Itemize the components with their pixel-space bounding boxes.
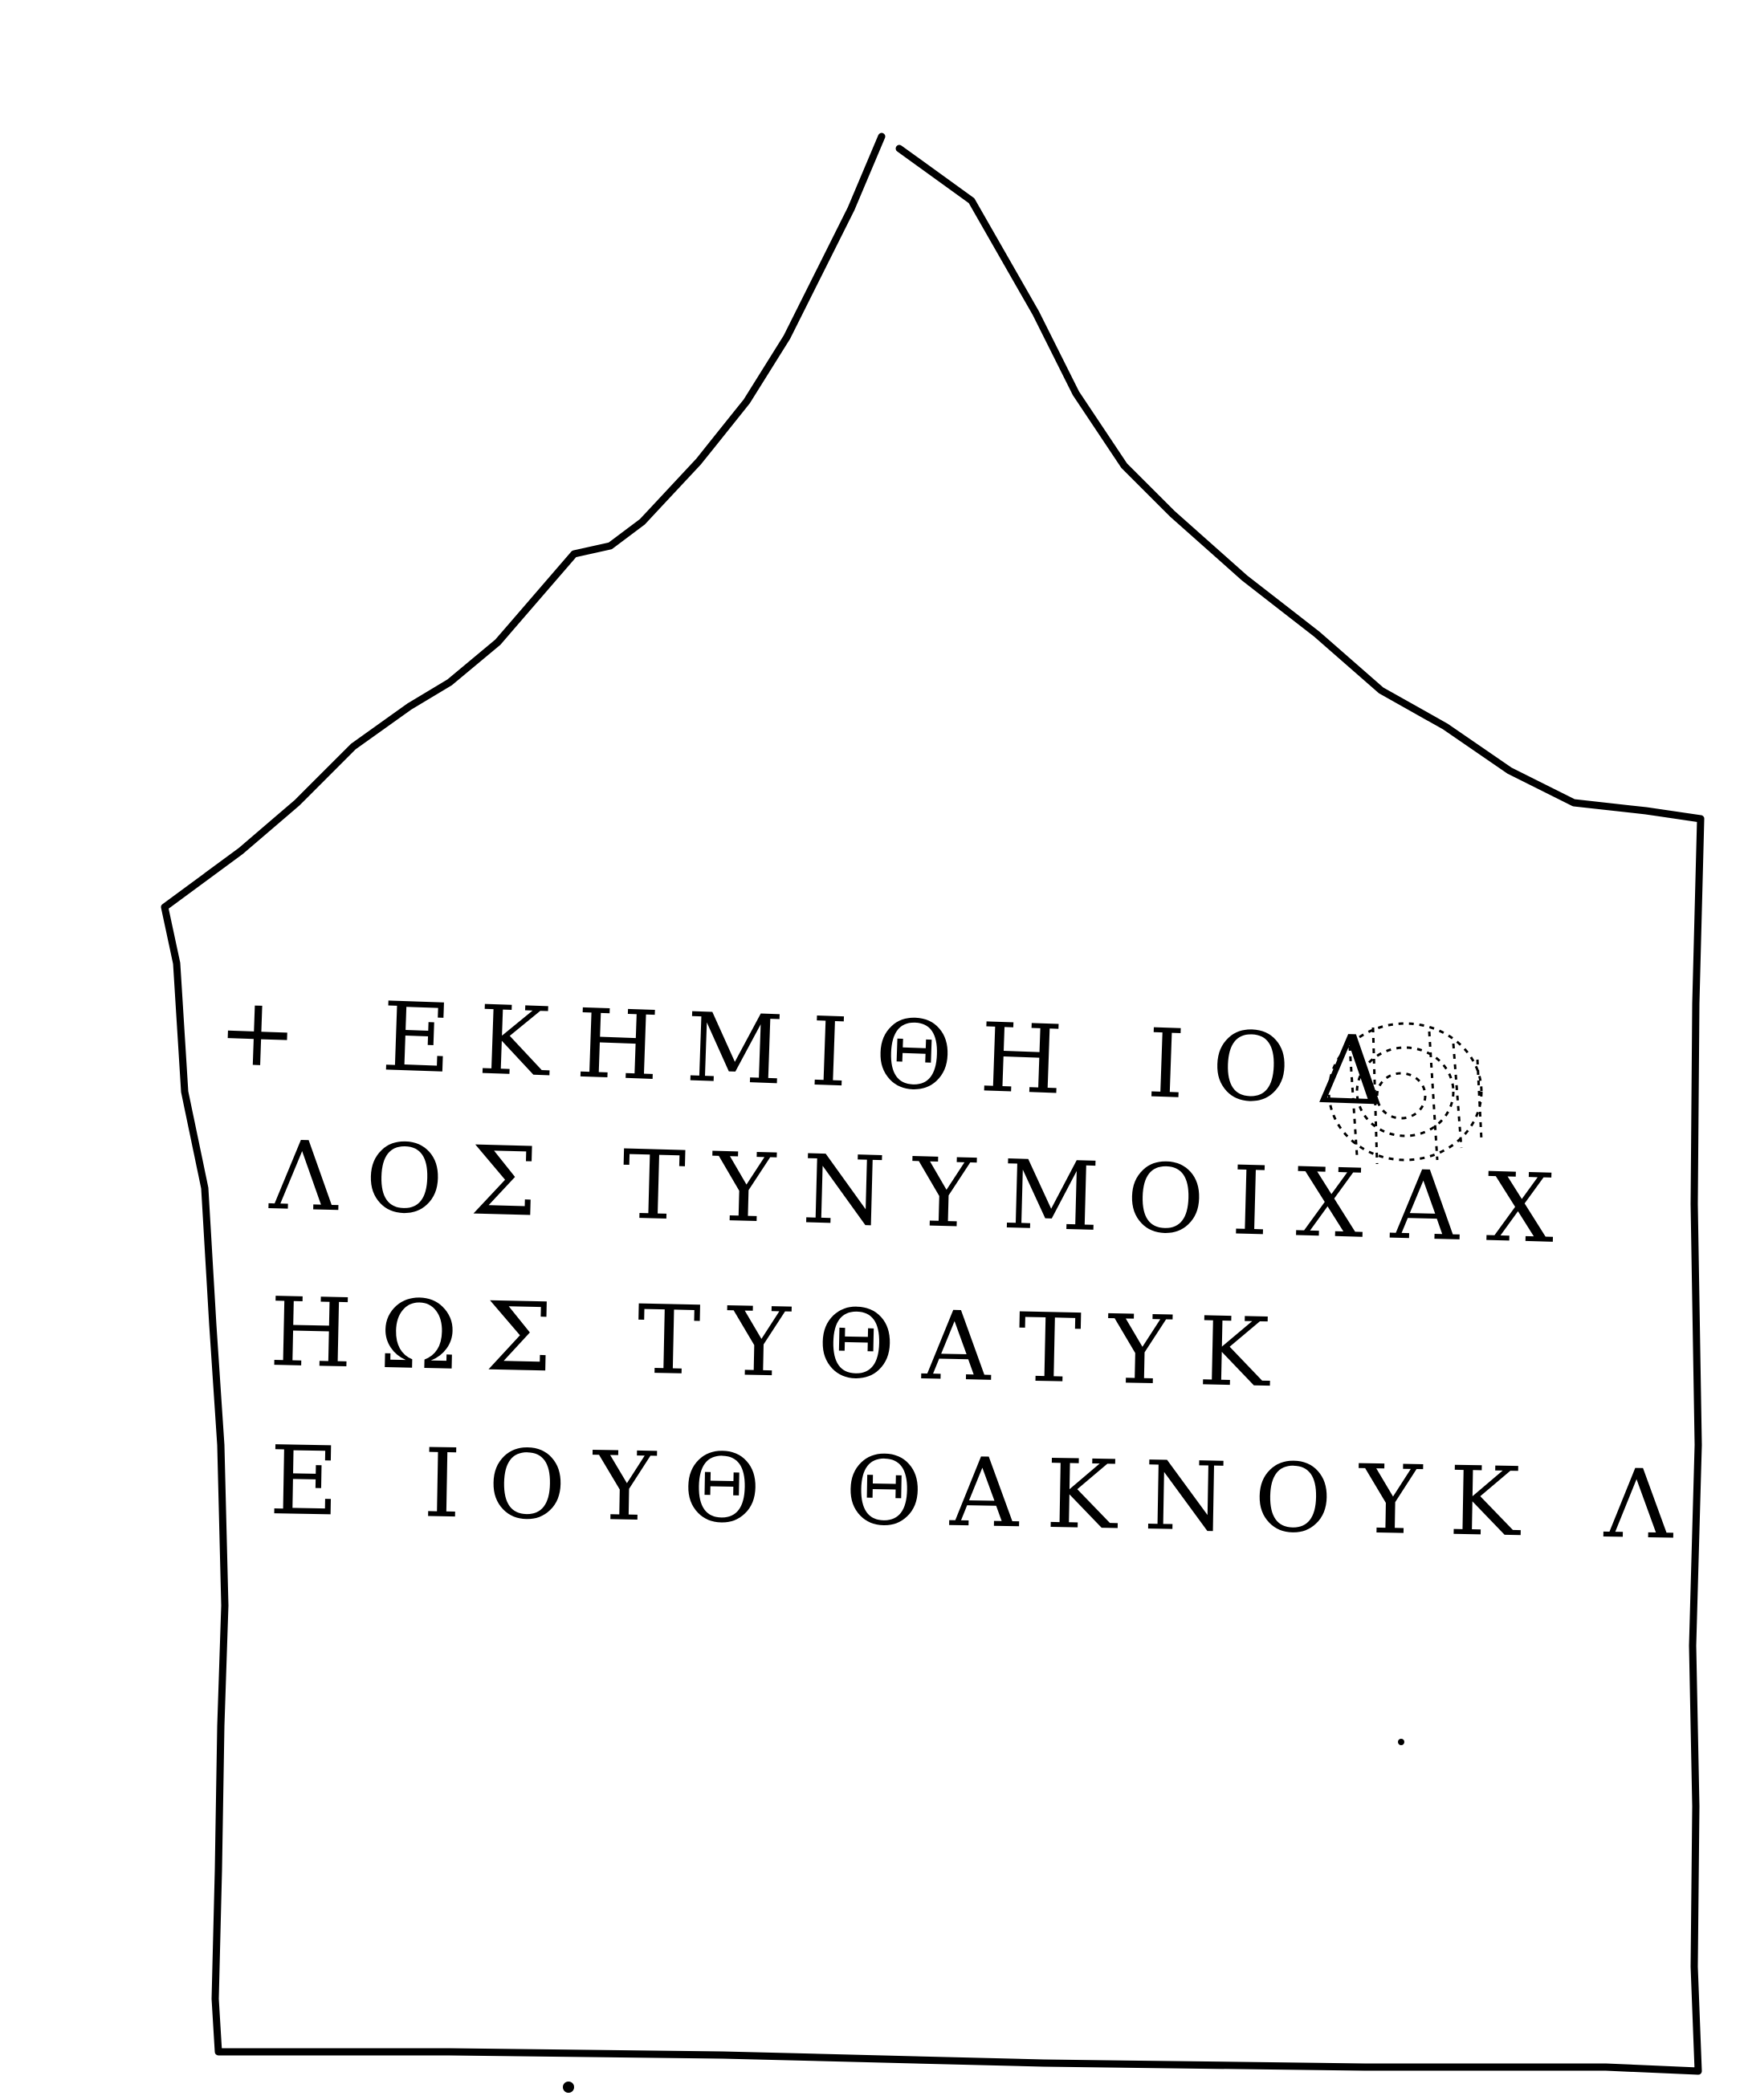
inscription-line-1: + ΕΚΗΜΙΘΗ ΙΟΔ (216, 975, 1415, 1128)
inscription-line-2: ΛΟΣ ΤΥΝΥΜΟΙΧΑΧ (268, 1120, 1583, 1265)
stele-outline-right-top (899, 149, 1701, 819)
inscription-line-3: ΗΩΣ ΤΥΘΑΤΥΚ (268, 1276, 1298, 1409)
ink-speck-bottom (563, 2082, 574, 2093)
inscription-line-4: Ε ΙΟΥΘ ΘΑΚΝΟΥΚ Λ (268, 1425, 1701, 1561)
ink-speck (1398, 1739, 1404, 1745)
